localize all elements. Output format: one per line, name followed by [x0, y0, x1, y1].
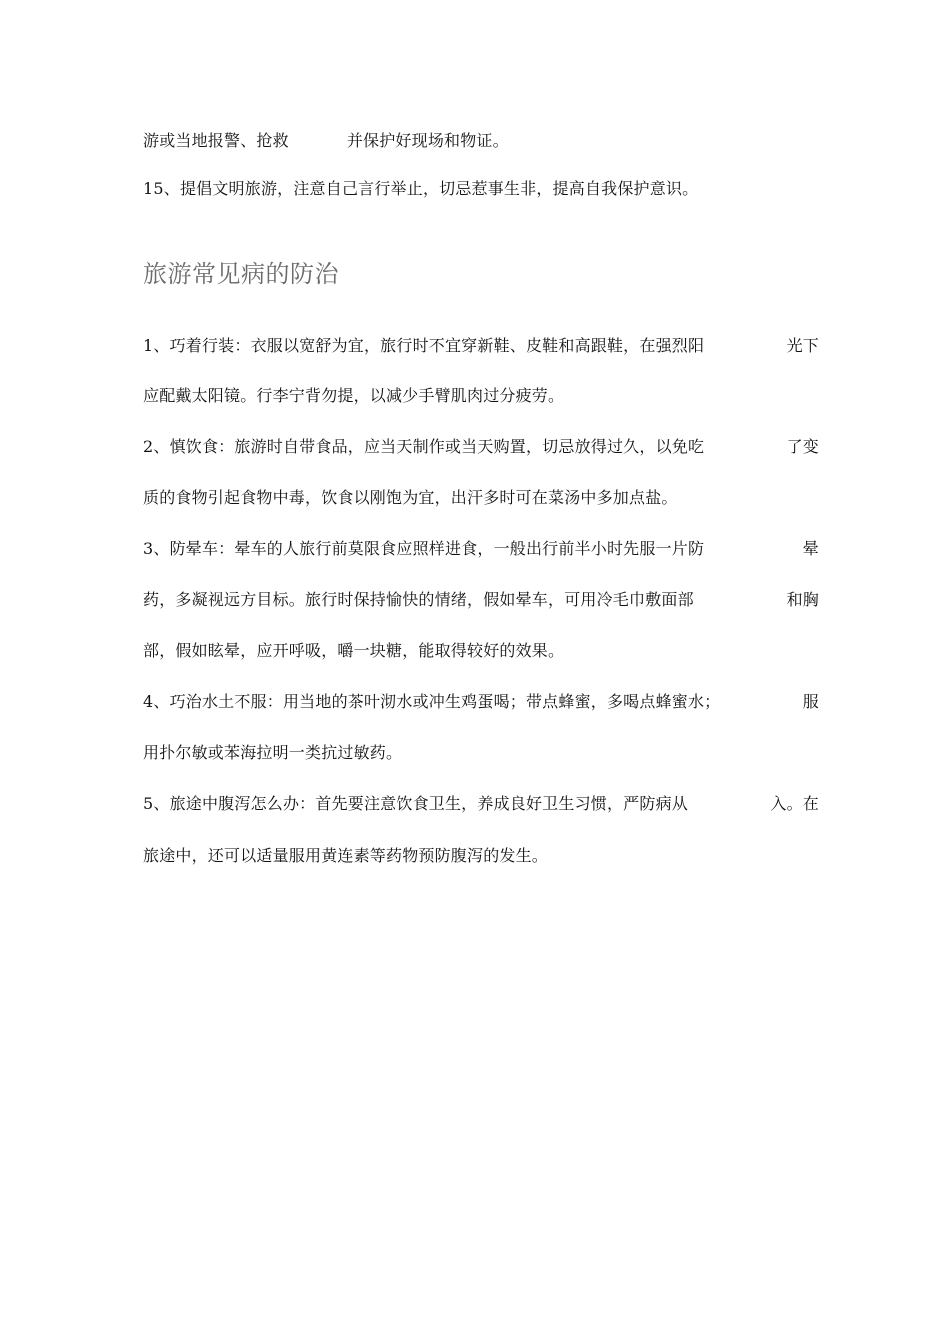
item-1-line-1-tail: 光下	[786, 336, 819, 355]
item-5-line-1-text: 5、旅途中腹泻怎么办：首先要注意饮食卫生，养成良好卫生习惯，严防病从	[143, 794, 688, 813]
item-5-line-1	[143, 793, 819, 815]
item-4-line-1-tail: 服	[802, 692, 819, 711]
carryover-text-part1: 游或当地报警、抢救	[143, 131, 289, 150]
item-1-line-1	[143, 335, 819, 357]
item-2-line-1	[143, 436, 819, 458]
item-3-line-2-tail: 和胸	[786, 590, 819, 609]
item-1-line-1-text: 1、巧着行装：衣服以宽舒为宜，旅行时不宜穿新鞋、皮鞋和高跟鞋，在强烈阳	[143, 336, 705, 355]
item-1-line-2: 应配戴太阳镜。行李宁背勿提，以减少手臂肌肉过分疲劳。	[143, 386, 565, 405]
item-15: 15、提倡文明旅游，注意自己言行举止，切忌惹事生非，提高自我保护意识。	[143, 179, 699, 198]
item-4-line-1	[143, 691, 819, 713]
item-2-line-1-text: 2、慎饮食：旅游时自带食品，应当天制作或当天购置，切忌放得过久，以免吃	[143, 437, 705, 456]
item-5-line-1-tail: 入。在	[770, 794, 819, 813]
carryover-text-part2: 并保护好现场和物证。	[346, 131, 509, 150]
item-2-line-2: 质的食物引起食物中毒，饮食以刚饱为宜，出汗多时可在菜汤中多加点盐。	[143, 488, 678, 507]
item-3-line-3: 部，假如眩晕，应开呼吸，嚼一块糖，能取得较好的效果。	[143, 641, 565, 660]
item-3-line-1	[143, 538, 819, 560]
item-3-line-1-text: 3、防晕车：晕车的人旅行前莫限食应照样进食，一般出行前半小时先服一片防	[143, 539, 705, 558]
item-3-line-2-text: 药，多凝视远方目标。旅行时保持愉快的情绪，假如晕车，可用冷毛巾敷面部	[143, 590, 694, 609]
item-4-line-2: 用扑尔敏或苯海拉明一类抗过敏药。	[143, 743, 403, 762]
item-3-line-1-tail: 晕	[802, 539, 819, 558]
item-3-line-2	[143, 589, 819, 611]
section-heading: 旅游常见病的防治	[143, 260, 339, 288]
item-4-line-1-text: 4、巧治水土不服：用当地的茶叶沏水或冲生鸡蛋喝；带点蜂蜜，多喝点蜂蜜水；	[143, 692, 721, 711]
item-5-line-2: 旅途中，还可以适量服用黄连素等药物预防腹泻的发生。	[143, 846, 549, 865]
carryover-line	[143, 130, 819, 152]
item-2-line-1-tail: 了变	[786, 437, 819, 456]
